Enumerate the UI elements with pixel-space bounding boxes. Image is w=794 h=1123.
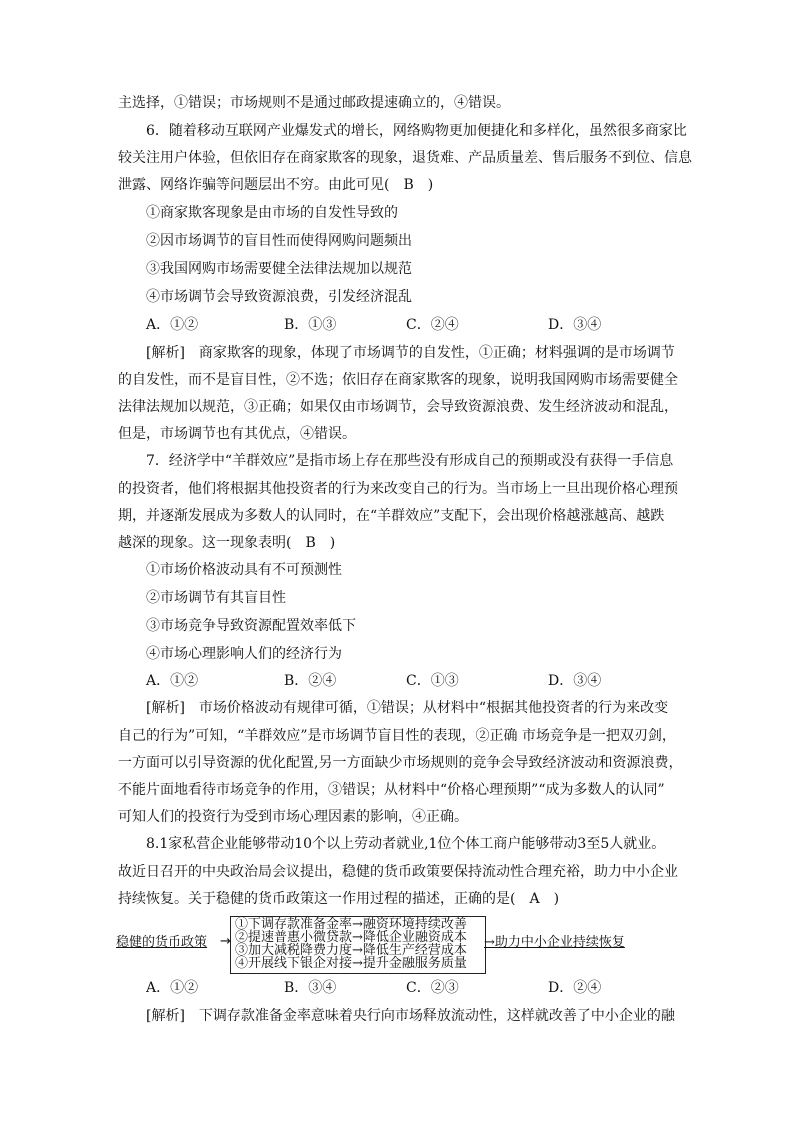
question-7-explanation: 自己的行为”可知，“羊群效应”是市场调节盲目性的表现，②正确 市场竞争是一把双刃剑， bbox=[118, 728, 676, 744]
question-7-stem: 越深的现象。这一现象表明( B ) bbox=[118, 535, 336, 551]
choice-a: A．①② bbox=[146, 317, 199, 333]
choice-b: B．③④ bbox=[284, 980, 337, 996]
choice-a: A．①② bbox=[146, 673, 199, 689]
flow-step: ②提速普惠小微贷款→降低企业融资成本 bbox=[235, 930, 467, 945]
choice-b: B．②④ bbox=[284, 673, 337, 689]
choice-c: C．①③ bbox=[406, 673, 459, 689]
flow-step: ①下调存款准备金率→融资环境持续改善 bbox=[235, 917, 467, 932]
question-7-explanation: [解析] 市场价格波动有规律可循，①错误；从材料中“根据其他投资者的行为来改变 bbox=[146, 700, 669, 716]
choice-d: D．②④ bbox=[548, 980, 602, 996]
choice-c: C．②④ bbox=[406, 317, 459, 333]
question-7-explanation: 不能片面地看待市场竞争的作用，③错误；从材料中“价格心理预期”“成为多数人的认同” bbox=[118, 782, 665, 798]
choice-b: B．①③ bbox=[284, 317, 337, 333]
question-8-explanation: [解析] 下调存款准备金率意味着央行向市场释放流动性，这样就改善了中小企业的融 bbox=[146, 1008, 675, 1024]
choice-d: D．③④ bbox=[548, 673, 602, 689]
flow-steps-box bbox=[230, 916, 486, 974]
choice-d: D．③④ bbox=[548, 317, 602, 333]
question-6-stem: 6．随着移动互联网产业爆发式的增长，网络购物更加便捷化和多样化，虽然很多商家比 bbox=[146, 123, 687, 139]
question-8-stem: 故近日召开的中央政治局会议提出，稳健的货币政策要保持流动性合理充裕，助力中小企业 bbox=[118, 864, 678, 880]
question-7-option: ②市场调节有其盲目性 bbox=[146, 590, 286, 606]
question-6-option: ④市场调节会导致资源浪费，引发经济混乱 bbox=[146, 289, 412, 305]
flow-end-label: →助力中小企业持续恢复 bbox=[484, 935, 625, 950]
policy-flow-diagram bbox=[116, 913, 646, 973]
question-7-explanation: 一方面可以引导资源的优化配置,另一方面缺少市场规则的竞争会导致经济波动和资源浪费， bbox=[118, 755, 683, 771]
question-7-option: ①市场价格波动具有不可预测性 bbox=[146, 562, 342, 578]
question-6-stem: 泄露、网络诈骗等问题层出不穷。由此可见( B ) bbox=[118, 177, 434, 193]
question-6-stem: 较关注用户体验，但依旧存在商家欺客的现象，退货难、产品质量差、售后服务不到位、信息 bbox=[118, 150, 692, 166]
question-7-stem: 期，并逐渐发展成为多数人的认同时，在“羊群效应”支配下，会出现价格越涨越高、越跌 bbox=[118, 508, 665, 524]
question-7-explanation: 可知人们的投资行为受到市场心理因素的影响，④正确。 bbox=[118, 809, 468, 825]
question-6-explanation: [解析] 商家欺客的现象，体现了市场调节的自发性，①正确；材料强调的是市场调节 bbox=[146, 345, 675, 361]
flow-step: ③加大减税降费力度→降低生产经营成本 bbox=[235, 943, 467, 958]
question-6-explanation: 但是，市场调节也有其优点，④错误。 bbox=[118, 426, 356, 442]
choice-c: C．②③ bbox=[406, 980, 459, 996]
choice-a: A．①② bbox=[146, 980, 199, 996]
arrow-right-icon: → bbox=[220, 934, 231, 949]
question-6-option: ③我国网购市场需要健全法律法规加以规范 bbox=[146, 261, 412, 277]
question-8-stem: 持续恢复。关于稳健的货币政策这一作用过程的描述，正确的是( A ) bbox=[118, 891, 560, 907]
question-7-stem: 7．经济学中“羊群效应”是指市场上存在那些没有形成自己的预期或没有获得一手信息 bbox=[146, 453, 674, 469]
question-6-option: ①商家欺客现象是由市场的自发性导致的 bbox=[146, 205, 398, 221]
flow-step: ④开展线下银企对接→提升金融服务质量 bbox=[235, 956, 467, 971]
question-8-stem: 8.1家私营企业能够带动10个以上劳动者就业,1位个体工商户能够带动3至5人就业。 bbox=[146, 836, 666, 852]
question-7-stem: 的投资者，他们将根据其他投资者的行为来改变自己的行为。当市场上一旦出现价格心理预 bbox=[118, 481, 678, 497]
question-6-explanation: 法律法规加以规范，③正确；如果仅由市场调节，会导致资源浪费、发生经济波动和混乱， bbox=[118, 399, 678, 415]
question-7-option: ④市场心理影响人们的经济行为 bbox=[146, 646, 342, 662]
question-6-option: ②因市场调节的盲目性而使得网购问题频出 bbox=[146, 233, 412, 249]
question-6-explanation: 的自发性，而不是盲目性，②不选；依旧存在商家欺客的现象，说明我国网购市场需要健全 bbox=[118, 372, 678, 388]
question-7-option: ③市场竞争导致资源配置效率低下 bbox=[146, 618, 356, 634]
flow-start-label: 稳健的货币政策 bbox=[116, 935, 208, 950]
paragraph-text: 主选择，①错误；市场规则不是通过邮政提速确立的，④错误。 bbox=[118, 95, 510, 111]
